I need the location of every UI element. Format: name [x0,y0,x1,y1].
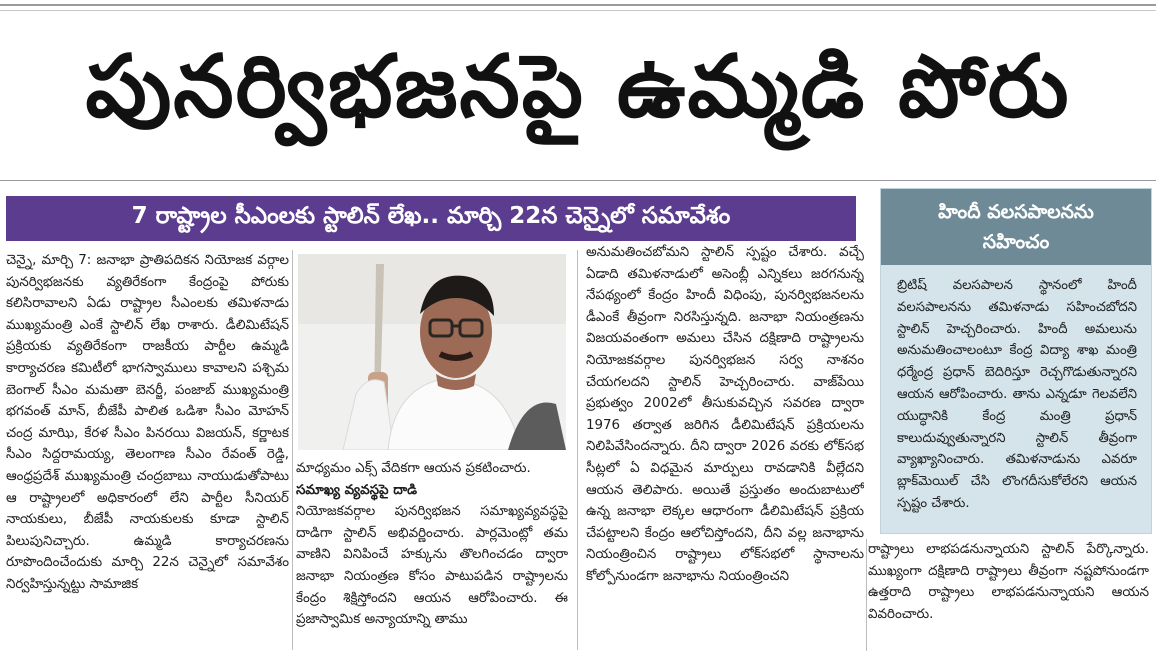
column-1-text: చెన్నై, మార్చి 7: జనాభా ప్రాతిపదికన నియోజక వర్గాల పునర్విభజనకు వ్యతిరేకంగా కేంద్రంపై పోరుకు కలిసిరావాలని ఏడు రాష్ట్రాల సీఎంలకు తమిళనాడు ముఖ్యమంత్రి ఎంకే స్టాలిన్ లేఖ రాశారు. డీలిమిటేషన్ ప్రక్రియకు వ్యతిరేకంగా రాజకీయ పార్టీల ఉమ్మడి కార్యాచరణ కమిటీలో భాగస్వాములు కావాలని పశ్చిమ బెంగాల్ సీఎం మమతా బెనర్జీ, పంజాబ్ ముఖ్యమంత్రి భగవంత్ మాన్, బీజేపీ పాలిత ఒడిశా సీఎం మోహన్ చంద్ర మాఝి, కేరళ సీఎం పినరయి విజయన్, కర్ణాటక సీఎం సిద్దరామయ్య, తెలంగాణ సీఎం రేవంత్ రెడ్డి, ఆంధ్రప్రదేశ్ ముఖ్యమంత్రి చంద్రబాబు నాయుడుతోపాటు ఆ రాష్ట్రాలలో అధికారంలో లేని పార్టీల సీనియర్ నాయకులు, బీజేపీ నాయకులకు కూడా స్టాలిన్ పిలుపునిచ్చారు. ఉమ్మడి కార్యాచరణను రూపొందించేందుకు మార్చి 22న చెన్నైలో సమావేశం నిర్వహిస్తున్నట్టు సామాజిక [6,253,289,592]
top-rule [0,4,1156,6]
top-rule-2 [0,10,1156,11]
article-column-4 [868,539,1149,655]
column-2-text-after: నియోజకవర్గాల పునర్విభజన సమాఖ్యవ్యవస్థపై దాడిగా స్టాలిన్ అభివర్ణించారు. పార్లమెంట్లో తమ వాణిని వినిపించే హక్కును తొలగించడం ద్వారా జనాభా నియంత్రణ కోసం పాటుపడిన రాష్ట్రాలను కేంద్రం శిక్షిస్తోందని ఆయన ఆరోపించారు. ఈ ప్రజాస్వామిక అన్యాయాన్ని తాము [296,504,568,628]
article-column-1 [6,250,289,652]
column-divider-3 [866,539,867,651]
sidebar-box [880,188,1152,534]
article-photo [298,254,566,450]
sidebar-body [897,275,1137,525]
sidebar-title-line-2: సహించం [982,231,1050,253]
subheadline: 7 రాష్ట్రాల సీఎంలకు స్టాలిన్ లేఖ.. మార్చి 22న చెన్నైలో సమావేశం [6,196,856,241]
column-2-text-before: మాధ్యమం ఎక్స్ వేదికగా ఆయన ప్రకటించారు. [296,461,531,476]
column-2-subheading: సమాఖ్య వ్యవస్థపై దాడి [296,482,418,498]
column-divider-1 [292,250,293,650]
sidebar-title [881,189,1151,265]
headline: పునర్విభజనపై ఉమ్మడి పోరు [85,36,1071,137]
column-divider-2 [577,250,578,650]
column-3-text: అనుమతించబోమని స్టాలిన్ స్పష్టం చేశారు. వచ్చే ఏడాది తమిళనాడులో అసెంబ్లీ ఎన్నికలు జరగనున్న నేపథ్యంలో కేంద్రం హిందీ విధింపు, పునర్విభజనలను డీఎంకే తీవ్రంగా నిరసిస్తున్నది. జనాభా నియంత్రణను విజయవంతంగా అమలు చేసిన దక్షిణాది రాష్ట్రాలను నియోజకవర్గాల పునర్విభజన సర్వ నాశనం చేయగలదని స్టాలిన్ హెచ్చరించారు. వాజ్‌పేయి ప్రభుత్వం 2002లో తీసుకువచ్చిన సవరణ ద్వారా 1976 తర్వాత జరిగిన డీలిమిటేషన్ ప్రక్రియలను నిలిపివేసిందన్నారు. దీని ద్వారా 2026 వరకు లోక్‌సభ సీట్లలో ఏ విధమైన మార్పులు రావడానికి వీల్లేదని ఆయన తెలిపారు. అయితే ప్రస్తుతం అందుబాటులో ఉన్న జనాభా లెక్కల ఆధారంగా డీలిమిటేషన్ ప్రక్రియ చేపట్టాలని కేంద్రం ఆలోచిస్తోందని, దీని వల్ల జనాభాను నియంత్రించిన రాష్ట్రాలు లోక్‌సభలో స్థానాలను కోల్పోనుండగా జనాభాను నియంత్రించని [586,245,864,584]
sidebar-text: బ్రిటిష్ వలసపాలన స్థానంలో హిందీ వలసపాలనను తమిళనాడు సహించబోదని స్టాలిన్ హెచ్చరించారు. హిందీ అమలును అనుమతించాలంటూ కేంద్ర విద్యా శాఖ మంత్రి ధర్మేంద్ర ప్రధాన్ బెదిరిస్తూ రెచ్చగొడుతున్నారని ఆయన ఆరోపించారు. తాను ఎన్నడూ గెలవలేని యుద్ధానికి కేంద్ర మంత్రి ప్రధాన్ కాలుదువ్వుతున్నారని స్టాలిన్ తీవ్రంగా వ్యాఖ్యానించారు. తమిళనాడును ఎవరూ బ్లాక్‌మెయిల్ చేసి లొంగదీసుకోలేరని ఆయన స్పష్టం చేశారు. [897,278,1137,511]
article-column-3 [586,242,864,652]
sidebar-title-line-1: హిందీ వలసపాలనను [938,201,1094,223]
column-4-text: రాష్ట్రాలు లాభపడనున్నాయని స్టాలిన్ పేర్కొన్నారు. ముఖ్యంగా దక్షిణాది రాష్ట్రాలు తీవ్రంగా నష్టపోనుండగా ఉత్తరాది రాష్ట్రాలు లాభపడనున్నాయని ఆయన వివరించారు. [868,542,1149,622]
article-column-2 [296,458,568,654]
stalin-photo [298,254,566,450]
headline-rule [0,180,1156,181]
